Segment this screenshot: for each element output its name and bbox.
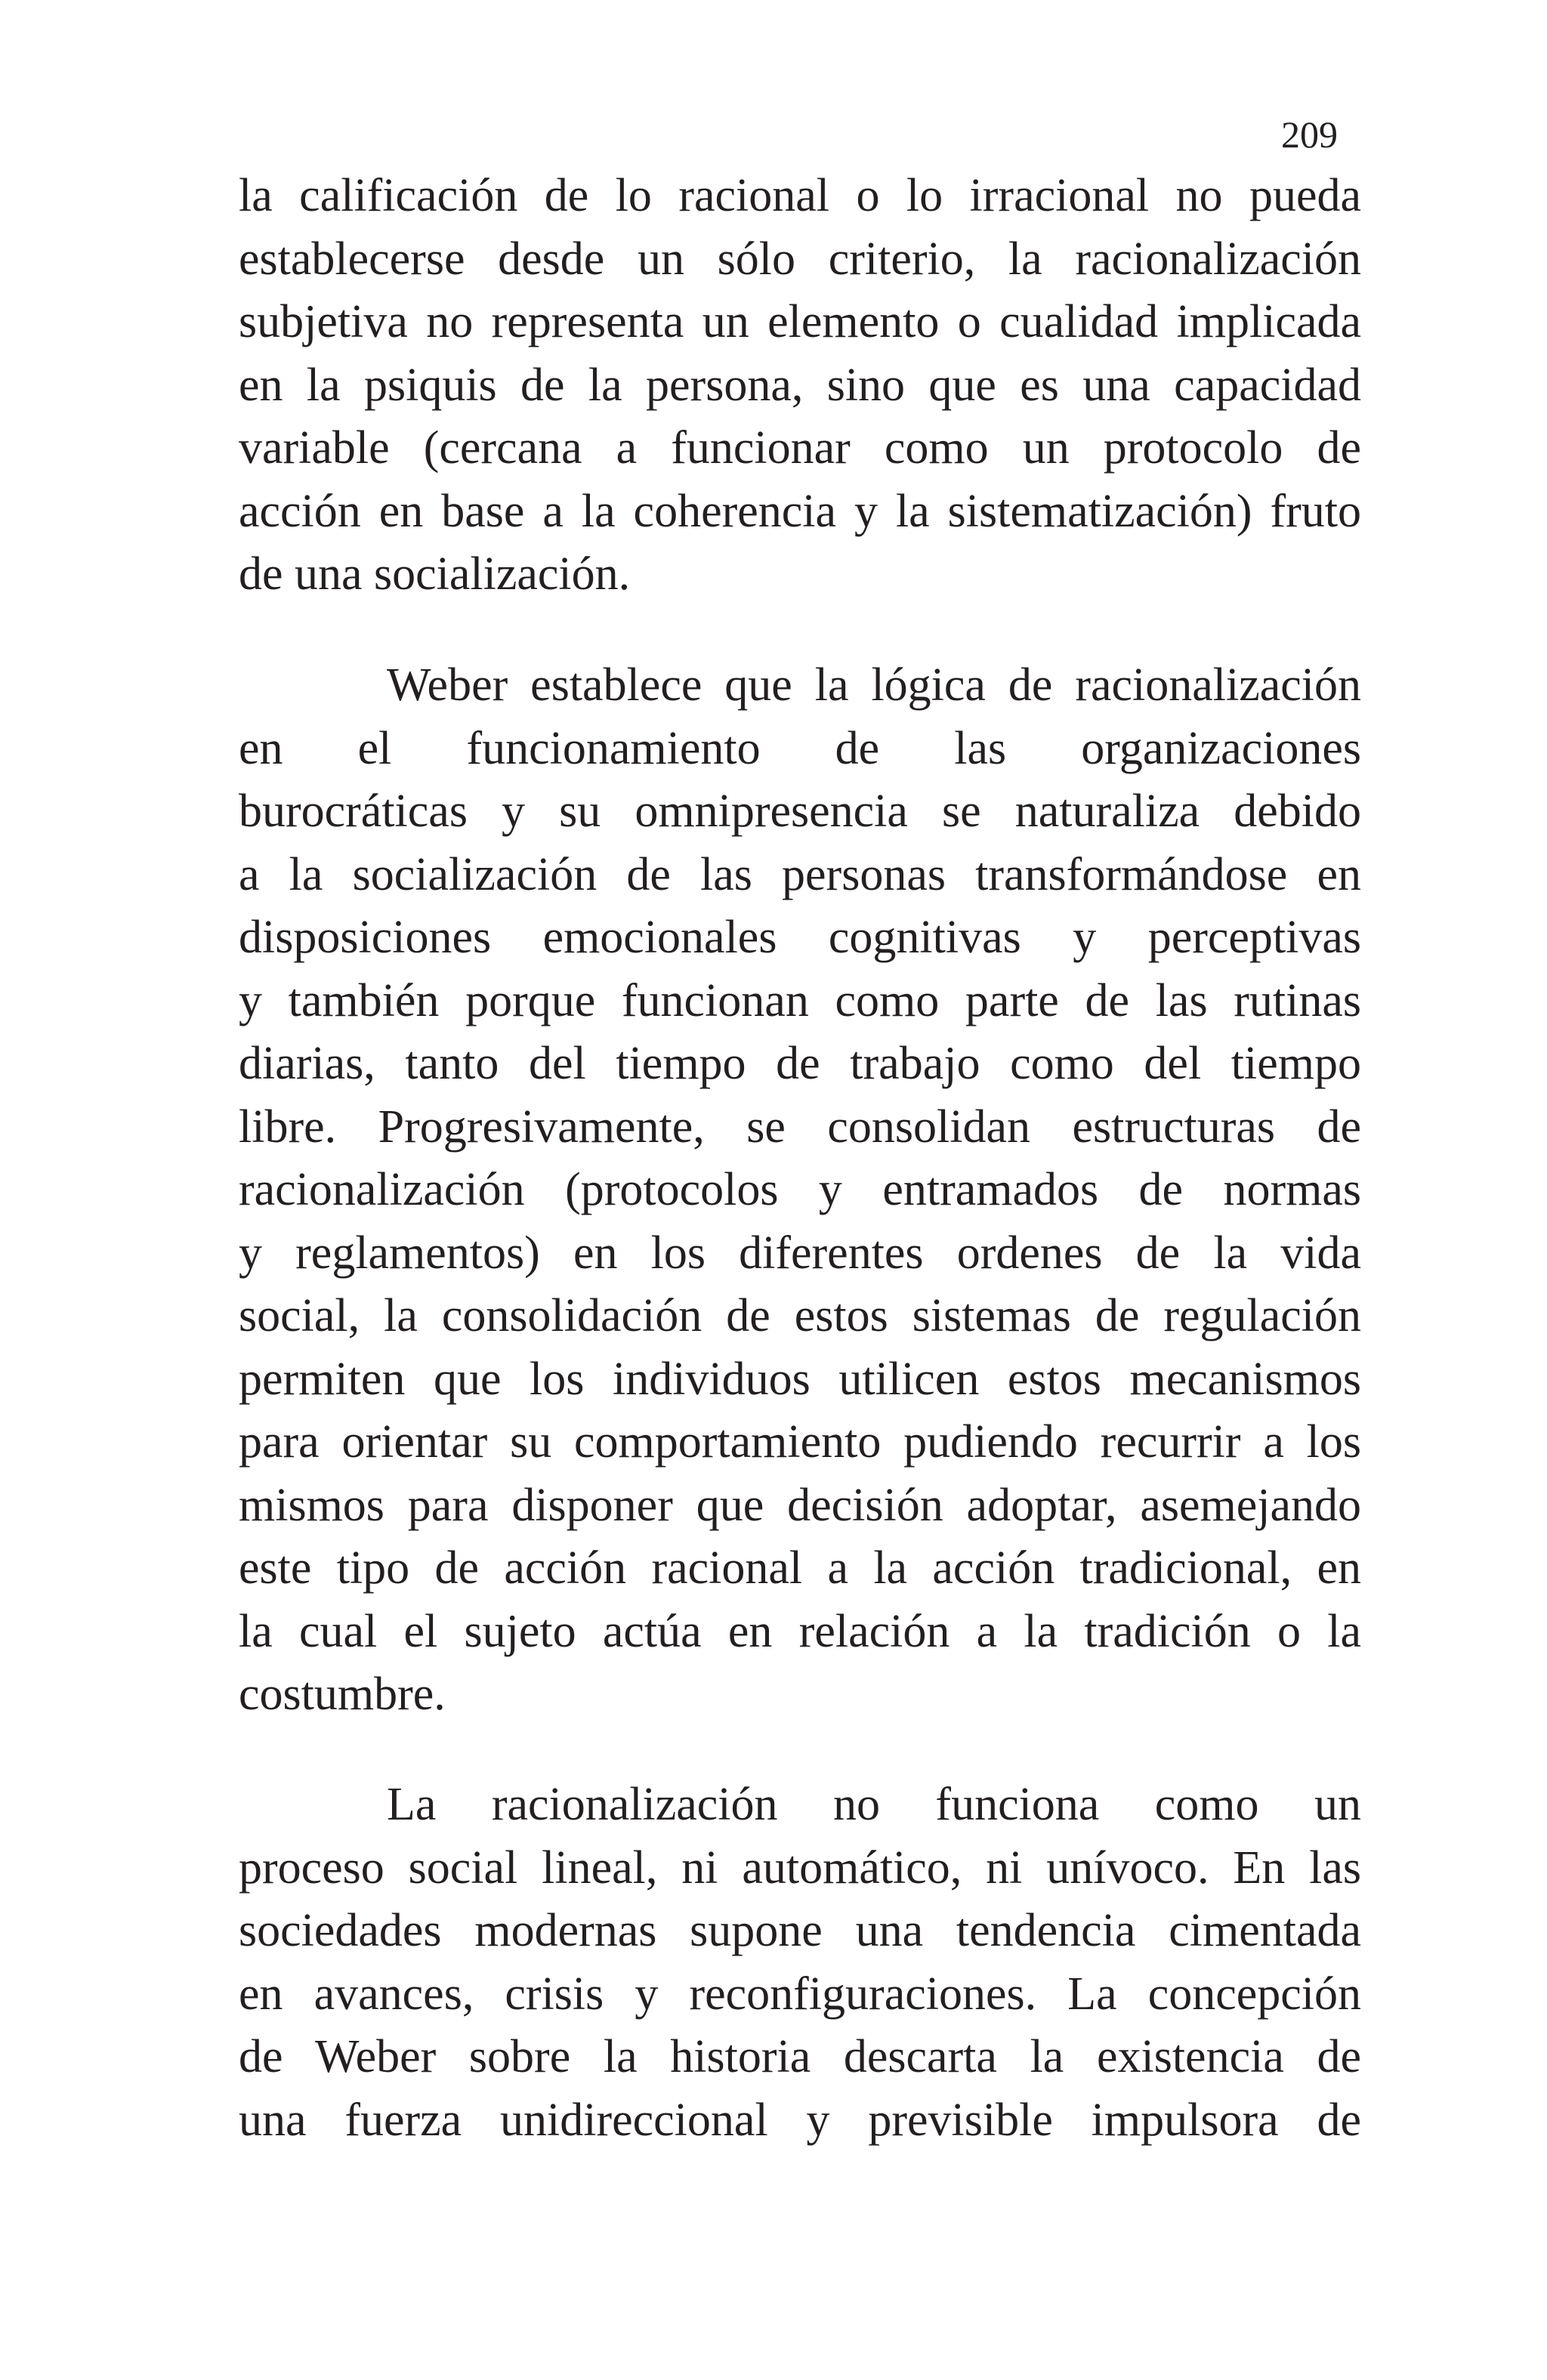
paragraph-3	[239, 1773, 1361, 2152]
text-line: variable (cercana a funcionar como un protocolo de	[239, 422, 1361, 474]
page-number: 209	[1281, 113, 1338, 156]
text-line: subjetiva no representa un elemento o cualidad implicada	[239, 296, 1361, 347]
text-line: Weber establece que la lógica de racionalización	[387, 659, 1361, 711]
text-line: social, la consolidación de estos sistemas de regulación	[239, 1290, 1361, 1341]
text-line: una fuerza unidireccional y previsible impulsora de	[239, 2094, 1361, 2146]
text-line: disposiciones emocionales cognitivas y perceptivas	[239, 912, 1361, 963]
text-line: diarias, tanto del tiempo de trabajo como del tiempo	[239, 1038, 1361, 1089]
paragraph-1	[239, 165, 1361, 607]
text-line: libre. Progresivamente, se consolidan estructuras de	[239, 1100, 1361, 1153]
paragraph-2	[239, 654, 1361, 1727]
text-line: este tipo de acción racional a la acción tradicional, en	[239, 1542, 1361, 1594]
text-line: y también porque funcionan como parte de las rutinas	[239, 974, 1361, 1026]
text-line: en avances, crisis y reconfiguraciones. La concepción	[239, 1968, 1361, 2020]
text-line: la calificación de lo racional o lo irracional no pueda	[239, 170, 1361, 221]
text-line: sociedades modernas supone una tendencia cimentada	[239, 1905, 1361, 1956]
text-line: a la socialización de las personas transformándose en	[239, 848, 1361, 900]
text-line: racionalización (protocolos y entramados de normas	[239, 1164, 1361, 1215]
text-line: la cual el sujeto actúa en relación a la tradición o la	[239, 1605, 1361, 1657]
text-line: establecerse desde un sólo criterio, la racionalización	[239, 233, 1361, 285]
text-line: en la psiquis de la persona, sino que es una capacidad	[239, 359, 1361, 411]
text-line: costumbre.	[239, 1668, 446, 1720]
text-line: en el funcionamiento de las organizaciones	[239, 722, 1361, 774]
text-line: permiten que los individuos utilicen estos mecanismos	[239, 1353, 1361, 1405]
text-line: y reglamentos) en los diferentes ordenes de la vida	[239, 1227, 1361, 1279]
text-line: mismos para disponer que decisión adoptar, asemejando	[239, 1479, 1361, 1531]
text-line: La racionalización no funciona como un	[387, 1779, 1361, 1830]
text-line: proceso social lineal, ni automático, ni unívoco. En las	[239, 1841, 1361, 1894]
text-line: para orientar su comportamiento pudiendo recurrir a los	[239, 1416, 1361, 1468]
text-line: acción en base a la coherencia y la sistematización) fruto	[239, 485, 1361, 537]
text-line: de una socialización.	[239, 548, 631, 600]
text-line: burocráticas y su omnipresencia se naturaliza debido	[239, 786, 1361, 837]
text-line: de Weber sobre la historia descarta la existencia de	[239, 2031, 1361, 2082]
